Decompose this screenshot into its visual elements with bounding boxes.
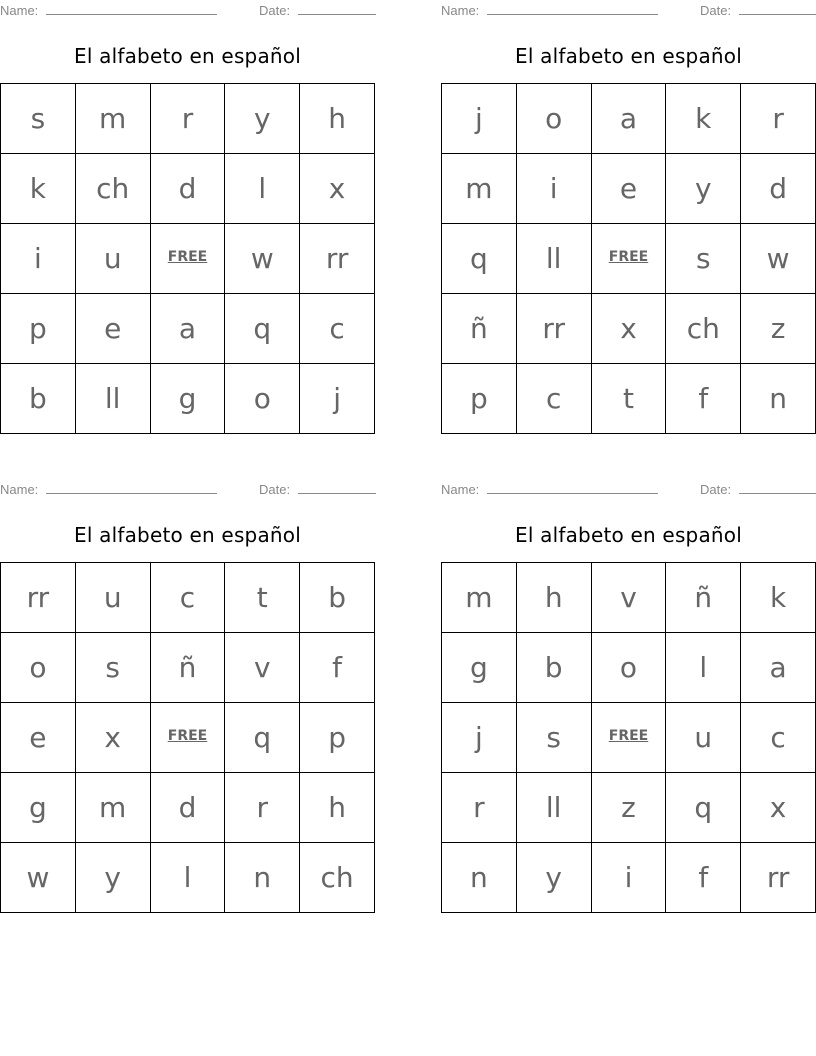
bingo-cell: j xyxy=(442,84,517,154)
bingo-cell: i xyxy=(592,843,667,913)
bingo-cell: u xyxy=(76,563,151,633)
free-space: FREE xyxy=(592,224,667,294)
card-header xyxy=(0,482,376,498)
bingo-cell: f xyxy=(300,633,375,703)
bingo-grid xyxy=(441,83,816,434)
bingo-cell: b xyxy=(1,364,76,434)
bingo-cell: w xyxy=(1,843,76,913)
bingo-cell: y xyxy=(76,843,151,913)
bingo-cell: i xyxy=(517,154,592,224)
bingo-cell: n xyxy=(442,843,517,913)
bingo-card-4 xyxy=(441,479,816,919)
bingo-cell: a xyxy=(741,633,816,703)
bingo-cell: a xyxy=(151,294,226,364)
bingo-cell: q xyxy=(225,703,300,773)
date-blank-line[interactable] xyxy=(739,14,816,15)
bingo-cell: k xyxy=(741,563,816,633)
bingo-cell: s xyxy=(517,703,592,773)
bingo-cell: l xyxy=(225,154,300,224)
bingo-cell: ch xyxy=(300,843,375,913)
bingo-cell: ll xyxy=(76,364,151,434)
bingo-cell: ñ xyxy=(151,633,226,703)
name-blank-line[interactable] xyxy=(487,493,658,494)
bingo-cell: m xyxy=(76,773,151,843)
card-header xyxy=(441,482,816,498)
bingo-cell: b xyxy=(517,633,592,703)
bingo-cell: d xyxy=(151,154,226,224)
date-blank-line[interactable] xyxy=(298,493,376,494)
bingo-cell: f xyxy=(666,364,741,434)
card-header xyxy=(441,3,816,19)
bingo-cell: rr xyxy=(741,843,816,913)
card-title: El alfabeto en español xyxy=(74,523,301,547)
bingo-cell: p xyxy=(1,294,76,364)
bingo-cell: i xyxy=(1,224,76,294)
bingo-grid xyxy=(0,562,375,913)
bingo-cell: y xyxy=(517,843,592,913)
bingo-cell: n xyxy=(225,843,300,913)
bingo-cell: t xyxy=(225,563,300,633)
bingo-cell: w xyxy=(741,224,816,294)
bingo-cell: l xyxy=(151,843,226,913)
bingo-cell: s xyxy=(76,633,151,703)
bingo-cell: e xyxy=(592,154,667,224)
bingo-cell: f xyxy=(666,843,741,913)
bingo-cell: v xyxy=(225,633,300,703)
bingo-cell: q xyxy=(225,294,300,364)
date-label: Date: xyxy=(700,482,732,497)
bingo-cell: x xyxy=(592,294,667,364)
bingo-cell: z xyxy=(741,294,816,364)
bingo-card-1 xyxy=(0,0,376,440)
bingo-cell: w xyxy=(225,224,300,294)
bingo-cell: k xyxy=(666,84,741,154)
bingo-cell: x xyxy=(741,773,816,843)
bingo-cell: c xyxy=(741,703,816,773)
bingo-cell: b xyxy=(300,563,375,633)
date-blank-line[interactable] xyxy=(298,14,376,15)
name-blank-line[interactable] xyxy=(46,14,217,15)
bingo-cell: ch xyxy=(76,154,151,224)
bingo-cell: z xyxy=(592,773,667,843)
bingo-grid xyxy=(441,562,816,913)
date-label: Date: xyxy=(259,482,291,497)
name-label: Name: xyxy=(441,3,480,18)
bingo-card-3 xyxy=(0,479,376,919)
bingo-cell: l xyxy=(666,633,741,703)
bingo-cell: y xyxy=(225,84,300,154)
bingo-cell: o xyxy=(1,633,76,703)
bingo-cell: k xyxy=(1,154,76,224)
bingo-cell: a xyxy=(592,84,667,154)
bingo-cell: r xyxy=(151,84,226,154)
bingo-cell: m xyxy=(442,154,517,224)
bingo-cell: x xyxy=(76,703,151,773)
bingo-cell: ñ xyxy=(666,563,741,633)
card-title: El alfabeto en español xyxy=(515,523,742,547)
bingo-cell: r xyxy=(442,773,517,843)
date-label: Date: xyxy=(700,3,732,18)
bingo-cell: ll xyxy=(517,224,592,294)
bingo-cell: q xyxy=(442,224,517,294)
bingo-cell: ll xyxy=(517,773,592,843)
name-label: Name: xyxy=(441,482,480,497)
name-blank-line[interactable] xyxy=(46,493,217,494)
bingo-cell: g xyxy=(442,633,517,703)
bingo-cell: c xyxy=(517,364,592,434)
bingo-cell: o xyxy=(225,364,300,434)
bingo-cell: n xyxy=(741,364,816,434)
bingo-cell: rr xyxy=(517,294,592,364)
bingo-cell: s xyxy=(666,224,741,294)
bingo-cell: o xyxy=(517,84,592,154)
bingo-cell: d xyxy=(151,773,226,843)
bingo-cell: s xyxy=(1,84,76,154)
bingo-cell: r xyxy=(741,84,816,154)
bingo-cell: u xyxy=(666,703,741,773)
bingo-cell: j xyxy=(442,703,517,773)
bingo-cell: c xyxy=(151,563,226,633)
bingo-cell: g xyxy=(151,364,226,434)
name-label: Name: xyxy=(0,482,39,497)
bingo-cell: y xyxy=(666,154,741,224)
card-title: El alfabeto en español xyxy=(515,44,742,68)
bingo-cell: u xyxy=(76,224,151,294)
bingo-cell: r xyxy=(225,773,300,843)
date-label: Date: xyxy=(259,3,291,18)
name-label: Name: xyxy=(0,3,39,18)
bingo-grid xyxy=(0,83,375,434)
bingo-cell: t xyxy=(592,364,667,434)
bingo-cell: g xyxy=(1,773,76,843)
bingo-cell: v xyxy=(592,563,667,633)
bingo-cell: o xyxy=(592,633,667,703)
bingo-cell: p xyxy=(300,703,375,773)
bingo-cell: m xyxy=(76,84,151,154)
free-space: FREE xyxy=(151,703,226,773)
bingo-cell: ch xyxy=(666,294,741,364)
bingo-cell: rr xyxy=(300,224,375,294)
card-header xyxy=(0,3,376,19)
bingo-cell: e xyxy=(1,703,76,773)
bingo-cell: c xyxy=(300,294,375,364)
bingo-cell: rr xyxy=(1,563,76,633)
bingo-cell: h xyxy=(300,773,375,843)
bingo-cell: x xyxy=(300,154,375,224)
bingo-cell: e xyxy=(76,294,151,364)
card-title: El alfabeto en español xyxy=(74,44,301,68)
bingo-cell: j xyxy=(300,364,375,434)
bingo-cell: ñ xyxy=(442,294,517,364)
free-space: FREE xyxy=(592,703,667,773)
bingo-cell: q xyxy=(666,773,741,843)
bingo-cell: h xyxy=(517,563,592,633)
bingo-cell: h xyxy=(300,84,375,154)
bingo-cell: d xyxy=(741,154,816,224)
name-blank-line[interactable] xyxy=(487,14,658,15)
bingo-cell: m xyxy=(442,563,517,633)
bingo-card-2 xyxy=(441,0,816,440)
free-space: FREE xyxy=(151,224,226,294)
bingo-cell: p xyxy=(442,364,517,434)
date-blank-line[interactable] xyxy=(739,493,816,494)
